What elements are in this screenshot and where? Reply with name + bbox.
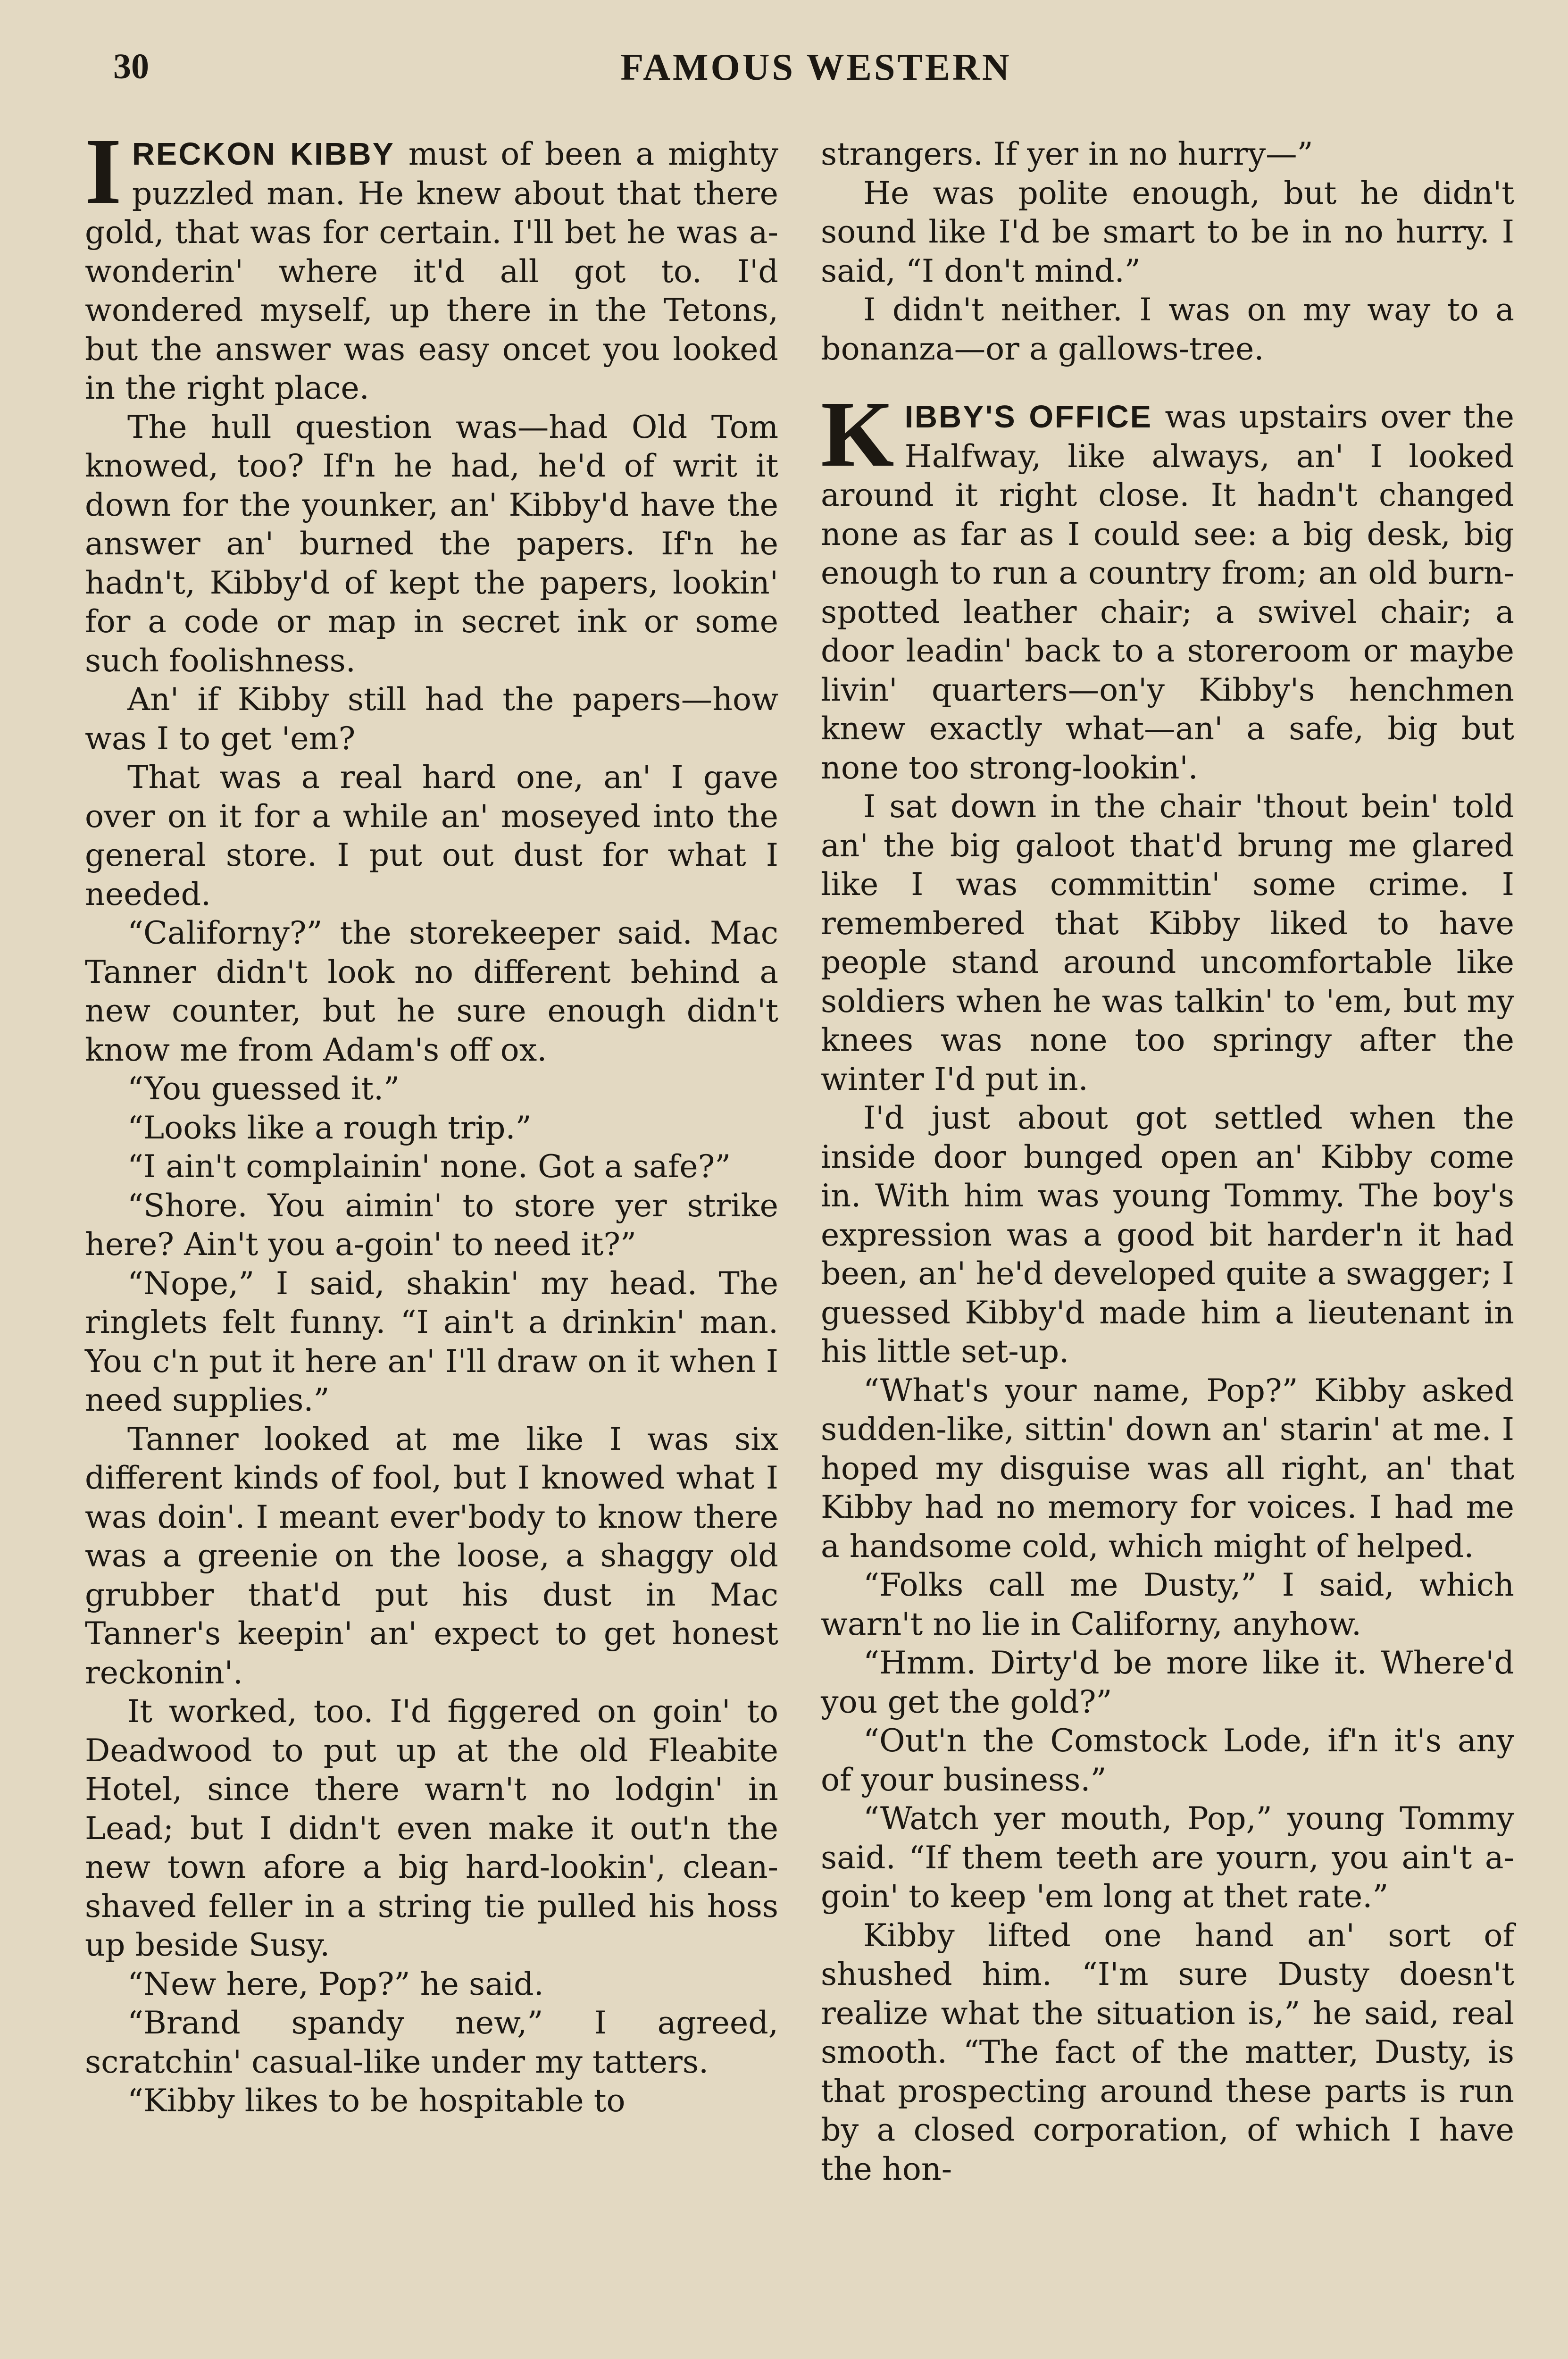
paragraph-text: must of been a mighty puzzled man. He knew about that there gold, that was for certain. I'll bet he was a-wonderin' where it'd all got to. I'd wondered myself, up there in the Tetons, but the answer was easy oncet you looked in the right place. <box>85 135 778 406</box>
paragraph: “Kibby likes to be hospitable to <box>127 2082 626 2119</box>
paragraph: An' if Kibby still had the papers—how was I to get 'em? <box>85 681 778 757</box>
paragraph: “Watch yer mouth, Pop,” young Tommy said. “If them teeth are yourn, you ain't a-goin' to keep 'em long at thet rate.” <box>821 1800 1514 1915</box>
paragraph <box>85 119 778 408</box>
paragraph: “You guessed it.” <box>127 1070 400 1107</box>
paragraph: “What's your name, Pop?” Kibby asked sudden-like, sittin' down an' starin' at me. I hoped my disguise was all right, an' that Kibby had no memory for voices. I had me a handsome cold, which might of helped. <box>821 1372 1514 1564</box>
paragraph: “Hmm. Dirty'd be more like it. Where'd you get the gold?” <box>821 1644 1514 1720</box>
drop-cap: K <box>821 382 894 486</box>
paragraph: The hull question was—had Old Tom knowed, too? If'n he had, he'd of writ it down for the younker, an' Kibby'd have the answer an' burned the papers. If'n he hadn't, Kibby'd of kept the papers, lookin' for a code or map in secret ink or some such foolishness. <box>85 408 778 679</box>
paragraph: Kibby lifted one hand an' sort of shushed him. “I'm sure Dusty doesn't realize what the situation is,” he said, real smooth. “The fact of the matter, Dusty, is that prospecting around these parts is run by a closed corporation, of which I have the hon- <box>821 1916 1514 2187</box>
paragraph: “New here, Pop?” he said. <box>127 1965 544 2002</box>
lead-words: RECKON KIBBY <box>132 137 395 172</box>
page-number: 30 <box>113 47 149 86</box>
paragraph: “Out'n the Comstock Lode, if'n it's any of your business.” <box>821 1722 1514 1798</box>
paragraph: I sat down in the chair 'thout bein' told an' the big galoot that'd brung me glared like I was committin' some crime. I remembered that Kibby liked to have people stand around uncomfortable like soldiers when he was talkin' to 'em, but my knees was none too springy after the winter I'd put in. <box>821 788 1514 1097</box>
paragraph <box>821 382 1514 787</box>
right-column <box>821 134 1514 2188</box>
paragraph: “Brand spandy new,” I agreed, scratchin' casual-like under my tatters. <box>85 2004 778 2080</box>
paragraph: “Nope,” I said, shakin' my head. The ringlets felt funny. “I ain't a drinkin' man. You c'n put it here an' I'll draw on it when I need supplies.” <box>85 1264 778 1418</box>
paragraph: “I ain't complainin' none. Got a safe?” <box>127 1148 731 1185</box>
paragraph: That was a real hard one, an' I gave over on it for a while an' moseyed into the general store. I put out dust for what I needed. <box>85 759 778 912</box>
paragraph: “Looks like a rough trip.” <box>127 1109 532 1146</box>
paragraph: Tanner looked at me like I was six different kinds of fool, but I knowed what I was doin'. I meant ever'body to know there was a greenie on the loose, a shaggy old grubber that'd put his dust in Mac Tanner's keepin' an' expect to get honest reckonin'. <box>85 1420 778 1691</box>
paragraph: “Californy?” the storekeeper said. Mac Tanner didn't look no different behind a new counter, but he sure enough didn't know me from Adam's off ox. <box>85 914 778 1068</box>
paragraph-text: was upstairs over the Halfway, like always, an' I looked around it right close. It hadn't changed none as far as I could see: a big desk, big enough to run a country from; an old burn-spotted leather chair; a swivel chair; a door leadin' back to a storeroom or maybe livin' quarters—on'y Kibby's henchmen knew exactly what—an' a safe, big but none too strong-lookin'. <box>821 398 1514 786</box>
paragraph: I didn't neither. I was on my way to a bonanza—or a gallows-tree. <box>821 291 1514 367</box>
paragraph: “Shore. You aimin' to store yer strike here? Ain't you a-goin' to need it?” <box>85 1187 778 1263</box>
drop-cap: I <box>85 119 122 224</box>
left-column <box>85 119 778 2120</box>
running-head: FAMOUS WESTERN <box>620 47 1012 88</box>
paragraph: I'd just about got settled when the inside door bunged open an' Kibby come in. With him was young Tommy. The boy's expression was a good bit harder'n it had been, an' he'd developed quite a swagger; I guessed Kibby'd made him a lieutenant in his little set-up. <box>821 1099 1514 1370</box>
lead-words: IBBY'S OFFICE <box>904 400 1153 435</box>
paragraph: “Folks call me Dusty,” I said, which warn't no lie in Californy, anyhow. <box>821 1566 1514 1642</box>
paragraph: strangers. If yer in no hurry—” <box>821 135 1313 172</box>
paragraph: He was polite enough, but he didn't sound like I'd be smart to be in no hurry. I said, “I don't mind.” <box>821 174 1514 289</box>
page-header <box>113 42 1519 109</box>
paragraph: It worked, too. I'd figgered on goin' to Deadwood to put up at the old Fleabite Hotel, since there warn't no lodgin' in Lead; but I didn't even make it out'n the new town afore a big hard-lookin', clean-shaved feller in a string tie pulled his hoss up beside Susy. <box>85 1693 778 1963</box>
